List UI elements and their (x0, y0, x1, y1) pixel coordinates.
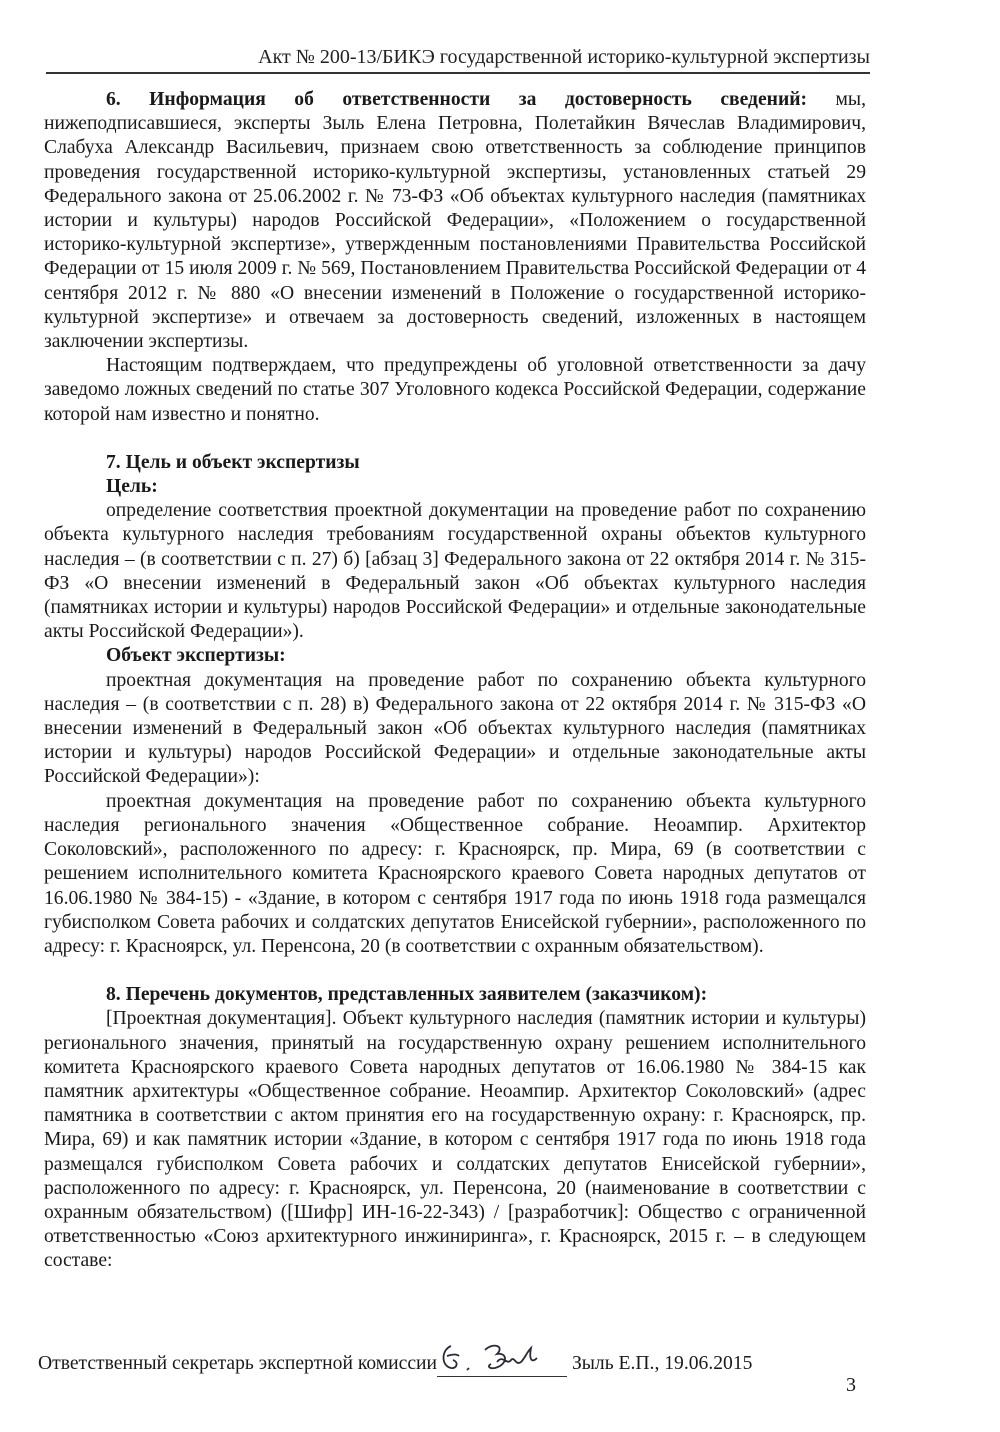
goal-label: Цель: (106, 476, 158, 498)
spacer (44, 959, 866, 983)
signer-role: Ответственный секретарь экспертной комиссии (38, 1353, 438, 1374)
signature-line (38, 1346, 838, 1377)
section-6-warning-paragraph: Настоящим подтверждаем, что предупреждены об уголовной ответственности за дачу заведомо ложных сведений по статье 307 Уголовного кодекса Российской Федерации, содержание которой нам известно и понятно. (44, 355, 866, 425)
running-header: Акт № 200-13/БИКЭ государственной историко-культурной экспертизы (258, 46, 870, 68)
goal-text: определение соответствия проектной документации на проведение работ по сохранению объекта культурного наследия требованиям государственной охраны объектов культурного наследия – (в соответствии с п. 27) б) [абзац 3] Федерального закона от 22 октября 2014 г. № 315-ФЗ «О внесении изменений в Федеральный закон «Об объектах культурного наследия (памятниках истории и культуры) народов Российской Федерации» и отдельные законодательные акты Российской Федерации»). (44, 500, 866, 643)
page-number: 3 (846, 1374, 856, 1396)
section-8-text: [Проектная документация]. Объект культурного наследия (памятник истории и культуры) регионального значения, принятый на государственную охрану решением исполнительного комитета Красноярского краевого Совета народных депутатов от 16.06.1980 № 384-15 как памятник архитектуры «Общественное собрание. Неоампир. Архитектор Соколовский» (адрес памятника в соответствии с актом принятия его на государственную охрану: г. Красноярск, пр. Мира, 69) и как памятник истории «Здание, в котором с сентября 1917 года по июнь 1918 года размещался губисполком Совета рабочих и солдатских депутатов Енисейской губернии», расположенного по адресу: г. Красноярск, ул. Перенсона, 20 (наименование в соответствии с охранным обязательством) ([Шифр] ИН-16-22-343) / [разработчик]: Общество с ограниченной ответственностью «Союз архитектурного инжиниринга», г. Красноярск, 2015 г. – в следующем составе: (44, 1008, 866, 1272)
section-6-paragraph (44, 88, 866, 354)
section-7-heading: 7. Цель и объект экспертизы (106, 451, 360, 473)
signature-icon (437, 1336, 567, 1376)
spacer (44, 427, 866, 451)
header-rule (46, 72, 870, 74)
section-6-heading: 6. Информация об ответственности за достоверность сведений: (106, 89, 808, 110)
signer-name-date: Зыль Е.П., 19.06.2015 (571, 1353, 753, 1374)
handwritten-signature (437, 1346, 567, 1377)
object-text-1: проектная документация на проведение работ по сохранению объекта культурного наследия – (в соответствии с п. 28) в) Федерального закона от 22 октября 2014 г. № 315-ФЗ «О внесении изменений в Федеральный закон «Об объектах культурного наследия (памятниках истории и культуры) народов Российской Федерации» и отдельные законодательные акты Российской Федерации»): (44, 669, 866, 788)
section-8-heading: 8. Перечень документов, представленных заявителем (заказчиком): (106, 984, 708, 1006)
object-text-2: проектная документация на проведение работ по сохранению объекта культурного наследия регионального значения «Общественное собрание. Неоампир. Архитектор Соколовский», расположенного по адресу: г. Красноярск, пр. Мира, 69 (в соответствии с решением исполнительного комитета Красноярского краевого Совета народных депутатов от 16.06.1980 № 384-15) - «Здание, в котором с сентября 1917 года по июнь 1918 года размещался губисполком Совета рабочих и солдатских депутатов Енисейской губернии», расположенного по адресу: г. Красноярск, ул. Перенсона, 20 (в соответствии с охранным обязательством). (44, 790, 866, 957)
document-body (44, 88, 866, 1274)
object-label: Объект экспертизы: (106, 645, 286, 667)
section-6-text: мы, нижеподписавшиеся, эксперты Зыль Елена Петровна, Полетайкин Вячеслав Владимирович, Слабуха Александр Васильевич, признаем свою ответственность за соблюдение принципов проведения государственной историко-культурной экспертизы, установленных статьей 29 Федерального закона от 25.06.2002 г. № 73-ФЗ «Об объектах культурного наследия (памятниках истории и культуры) народов Российской Федерации», «Положением о государственной историко-культурной экспертизе», утвержденным постановлениями Правительства Российской Федерации от 15 июля 2009 г. № 569, Постановлением Правительства Российской Федерации от 4 сентября 2012 г. № 880 «О внесении изменений в Положение о государственной историко-культурной экспертизе» и отвечаем за достоверность сведений, изложенных в настоящем заключении экспертизы. (44, 89, 866, 353)
